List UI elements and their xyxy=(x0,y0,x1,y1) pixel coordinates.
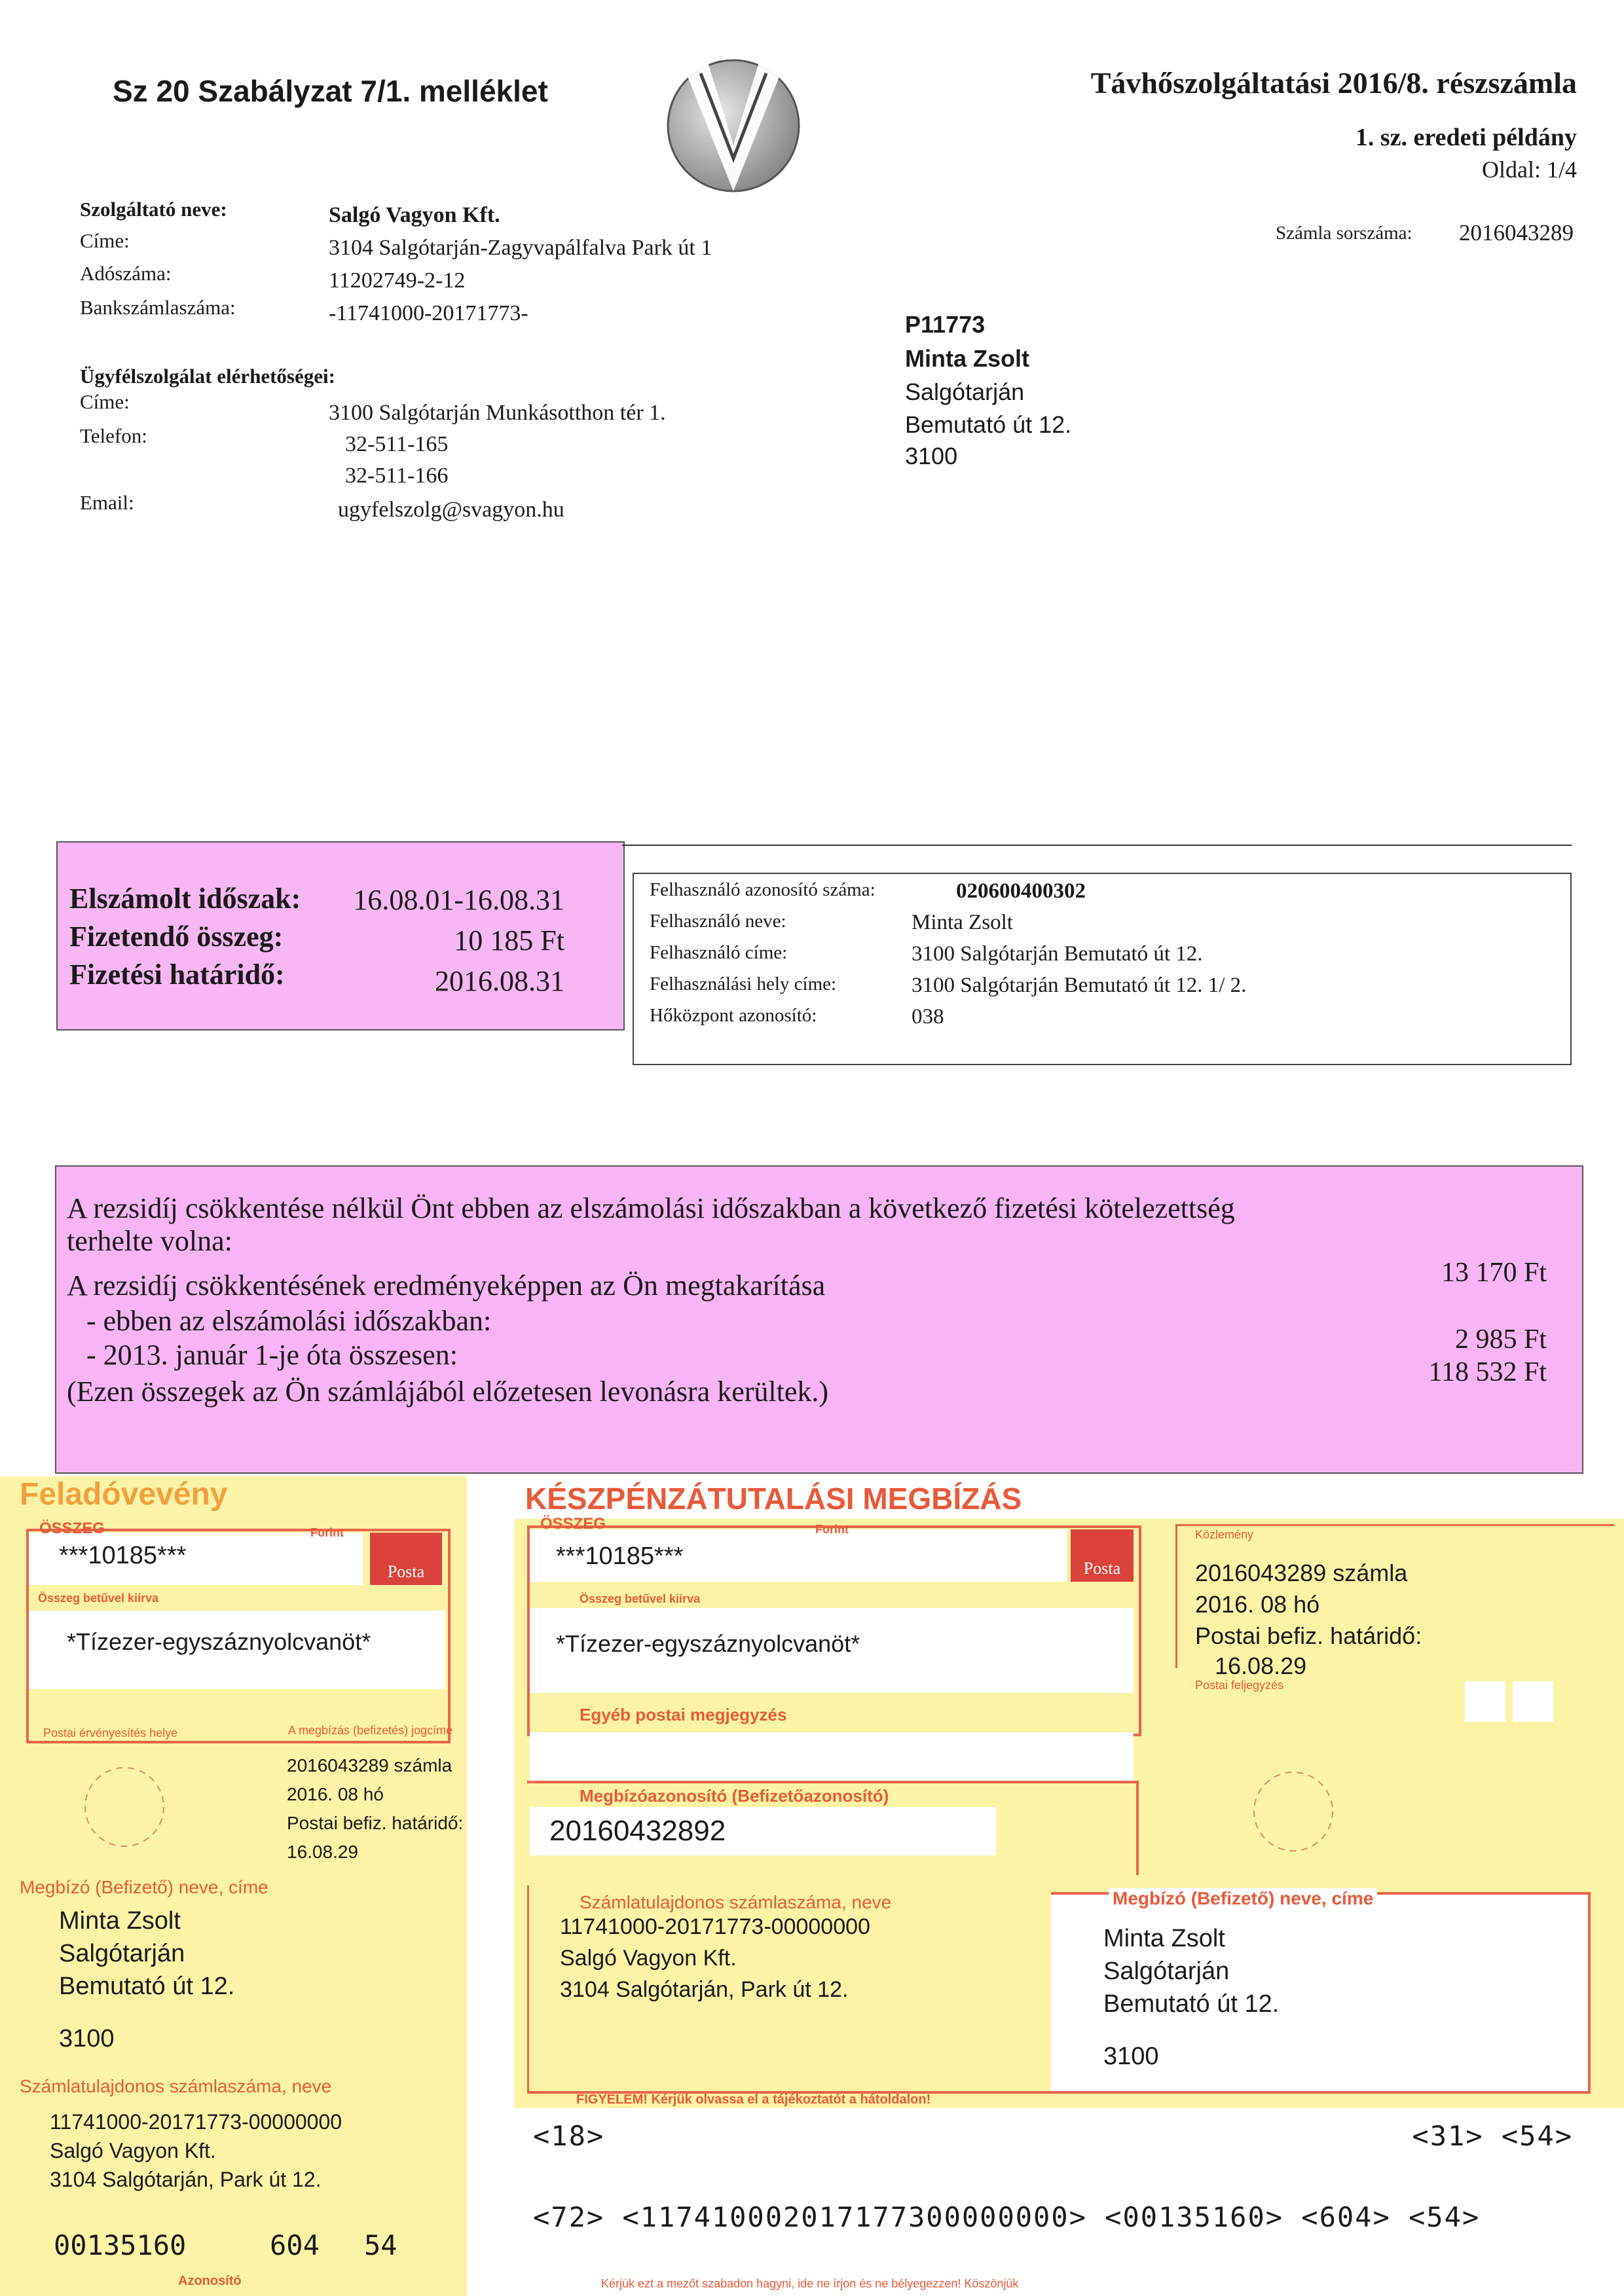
service-heading: Ügyfélszolgálat elérhetőségei: xyxy=(80,365,335,388)
provider-address: 3104 Salgótarján-Zagyvapálfalva Park út 1 xyxy=(329,236,712,260)
info-amount-3: 118 532 Ft xyxy=(1428,1357,1547,1387)
info-line-3: A rezsidíj csökkentésének eredményeképpen az Ön megtakarítása xyxy=(67,1269,826,1302)
notice-top-rule xyxy=(1175,1524,1614,1526)
period-value: 16.08.01-16.08.31 xyxy=(353,884,564,916)
receipt-id-label: Azonosító xyxy=(178,2274,242,2288)
order-other-label: Egyéb postai megjegyzés xyxy=(580,1705,787,1724)
order-title: KÉSZPÉNZÁTUTALÁSI MEGBÍZÁS xyxy=(525,1482,1022,1516)
order-posta-logo xyxy=(1071,1529,1134,1582)
copy-label: 1. sz. eredeti példány xyxy=(1355,124,1577,151)
order-payer-zip: 3100 xyxy=(1103,2043,1159,2070)
info-line-2: terhelte volna: xyxy=(67,1225,232,1257)
notice-left-rule xyxy=(1175,1524,1177,1668)
posta-logo-text: Posta xyxy=(387,1562,425,1581)
receipt-owner-address: 3104 Salgótarján, Park út 12. xyxy=(50,2168,322,2191)
receipt-note-2: 2016. 08 hó xyxy=(287,1784,384,1804)
provider-bank: -11741000-20171773- xyxy=(329,301,528,325)
validation-label: Postai érvényesítés helye xyxy=(43,1726,178,1740)
receipt-currency-label: Forint xyxy=(310,1526,344,1539)
order-amount: ***10185*** xyxy=(556,1542,684,1570)
order-payer-name: Minta Zsolt xyxy=(1103,1925,1225,1952)
receipt-note-3: Postai befiz. határidő: xyxy=(287,1813,464,1833)
receipt-title: Feladóvevény xyxy=(20,1477,228,1512)
receipt-payer-zip: 3100 xyxy=(59,2025,115,2052)
receipt-words: *Tízezer-egyszáznyolcvanöt* xyxy=(67,1628,371,1655)
amount-due-label: Fizetendő összeg: xyxy=(69,920,284,953)
receipt-code-1: 00135160 xyxy=(54,2229,187,2261)
service-phone-label: Telefon: xyxy=(80,424,147,447)
receipt-account-label: Számlatulajdonos számlaszáma, neve xyxy=(20,2076,332,2096)
order-amount-label: ÖSSZEG xyxy=(540,1515,606,1533)
recipient-street: Bemutató út 12. xyxy=(905,411,1072,438)
order-other-field[interactable] xyxy=(530,1732,1134,1781)
postal-receipt xyxy=(0,1476,467,2296)
order-check-box-1[interactable] xyxy=(1465,1681,1505,1722)
user-name-label: Felhasználó neve: xyxy=(650,911,786,932)
receipt-owner: Salgó Vagyon Kft. xyxy=(50,2139,216,2162)
invoice-title: Távhőszolgáltatási 2016/8. részszámla xyxy=(1090,66,1577,100)
document-reference: Sz 20 Szabályzat 7/1. melléklet xyxy=(113,74,548,108)
receipt-account: 11741000-20171773-00000000 xyxy=(50,2110,342,2134)
info-line-1: A rezsidíj csökkentése nélkül Önt ebben az elszámolási időszakban a következő fizetési kötelezettség xyxy=(67,1192,1235,1224)
receipt-amount: ***10185*** xyxy=(59,1542,187,1569)
order-notice-1: 2016043289 számla xyxy=(1195,1559,1408,1586)
amount-due-value: 10 185 Ft xyxy=(454,924,564,957)
order-account-label: Számlatulajdonos számlaszáma, neve xyxy=(580,1892,892,1912)
provider-bank-label: Bankszámlaszáma: xyxy=(80,296,236,319)
service-email: ugyfelszolg@svagyon.hu xyxy=(338,498,564,522)
user-box-divider xyxy=(622,845,1572,846)
order-notice-3: Postai befiz. határidő: xyxy=(1195,1622,1422,1649)
order-payer-city: Salgótarján xyxy=(1103,1958,1230,1985)
account-left-rule xyxy=(527,1886,529,2094)
receipt-payer-city: Salgótarján xyxy=(59,1940,185,1967)
user-address-label: Felhasználó címe: xyxy=(650,942,788,963)
order-stamp-circle-icon xyxy=(1247,1762,1339,1861)
receipt-payer-street: Bemutató út 12. xyxy=(59,1973,235,2000)
company-logo-icon xyxy=(661,47,805,204)
order-currency-label: Forint xyxy=(815,1523,849,1536)
receipt-payer-label: Megbízó (Befizető) neve, címe xyxy=(20,1877,268,1897)
receipt-note-4: 16.08.29 xyxy=(287,1842,358,1862)
provider-address-label: Címe: xyxy=(80,229,130,252)
order-words-label: Összeg betűvel kiírva xyxy=(580,1592,701,1605)
order-notice-2: 2016. 08 hó xyxy=(1195,1591,1320,1618)
ocr-line-1-left: <18> xyxy=(533,2120,605,2152)
order-warning: FIGYELEM! Kérjük olvassa el a tájékoztatót a hátoldalon! xyxy=(576,2092,931,2107)
recipient-zip: 3100 xyxy=(905,443,958,469)
user-id-label: Felhasználó azonosító száma: xyxy=(650,879,876,900)
user-id: 020600400302 xyxy=(956,879,1086,903)
recipient-name: Minta Zsolt xyxy=(905,345,1029,372)
order-ref-label: Megbízóazonosító (Befizetőazonosító) xyxy=(580,1786,889,1806)
heat-center-id: 038 xyxy=(912,1005,944,1029)
subsidy-info-box xyxy=(55,1165,1583,1474)
receipt-note-1: 2016043289 számla xyxy=(287,1755,452,1776)
order-owner: Salgó Vagyon Kft. xyxy=(560,1946,737,1971)
billing-summary-box xyxy=(56,841,625,1030)
user-site: 3100 Salgótarján Bemutató út 12. 1/ 2. xyxy=(912,974,1247,997)
page-label: Oldal: 1/4 xyxy=(1482,156,1577,183)
provider-name-label: Szolgáltató neve: xyxy=(80,198,227,221)
provider-tax-label: Adószáma: xyxy=(80,262,172,285)
provider-tax: 11202749-2-12 xyxy=(329,268,466,293)
provider-name: Salgó Vagyon Kft. xyxy=(329,203,500,227)
service-phone-2: 32-511-166 xyxy=(345,464,449,488)
service-email-label: Email: xyxy=(80,491,134,514)
heat-center-label: Hőközpont azonosító: xyxy=(650,1005,817,1026)
info-line-5: - 2013. január 1-je óta összesen: xyxy=(86,1339,458,1371)
order-ref: 20160432892 xyxy=(549,1815,726,1847)
ocr-line-1-right: <31> <54> xyxy=(1412,2120,1573,2152)
reason-label: A megbízás (befizetés) jogcíme xyxy=(288,1724,453,1737)
user-details-box xyxy=(633,873,1572,1065)
info-line-4: - ebben az elszámolási időszakban: xyxy=(86,1305,492,1337)
order-check-box-2[interactable] xyxy=(1513,1681,1553,1722)
service-address: 3100 Salgótarján Munkásotthon tér 1. xyxy=(329,401,666,425)
order-postal-note-label: Postai feljegyzés xyxy=(1195,1679,1284,1692)
posta-logo xyxy=(370,1533,442,1585)
order-posta-logo-text: Posta xyxy=(1083,1559,1121,1578)
recipient-code: P11773 xyxy=(905,311,986,338)
due-date-value: 2016.08.31 xyxy=(435,965,564,997)
receipt-amount-label: ÖSSZEG xyxy=(39,1520,105,1537)
info-amount-1: 13 170 Ft xyxy=(1441,1258,1547,1288)
order-words: *Tízezer-egyszáznyolcvanöt* xyxy=(556,1630,860,1657)
user-site-label: Felhasználási hely címe: xyxy=(650,974,837,994)
order-owner-address: 3104 Salgótarján, Park út 12. xyxy=(560,1977,849,2002)
validation-stamp-circle-icon xyxy=(79,1758,170,1856)
period-label: Elszámolt időszak: xyxy=(69,883,301,915)
order-account: 11741000-20171773-00000000 xyxy=(560,1914,870,1939)
due-date-label: Fizetési határidő: xyxy=(69,958,285,991)
receipt-code-3: 54 xyxy=(364,2229,397,2261)
order-payer-label: Megbízó (Befizető) neve, címe xyxy=(1109,1888,1377,1909)
user-name: Minta Zsolt xyxy=(912,911,1013,934)
receipt-words-label: Összeg betűvel kiírva xyxy=(38,1592,159,1605)
info-line-6: (Ezen összegek az Ön számlájából előzetesen levonásra kerültek.) xyxy=(67,1376,829,1408)
info-amount-2: 2 985 Ft xyxy=(1454,1324,1547,1355)
recipient-city: Salgótarján xyxy=(905,378,1025,405)
receipt-code-2: 604 xyxy=(270,2229,320,2261)
user-address: 3100 Salgótarján Bemutató út 12. xyxy=(912,942,1203,966)
order-notice-4: 16.08.29 xyxy=(1215,1652,1307,1679)
ocr-line-2: <72> <117410002017177300000000> <00135160> <604> <54> xyxy=(533,2201,1481,2233)
service-phone-1: 32-511-165 xyxy=(345,432,449,456)
order-payer-street: Bemutató út 12. xyxy=(1103,1990,1280,2018)
invoice-number: 2016043289 xyxy=(1459,220,1574,246)
order-footer-note: Kérjük ezt a mezőt szabadon hagyni, ide ne írjon és ne bélyegezzen! Köszönjük xyxy=(601,2277,1019,2290)
receipt-payer-name: Minta Zsolt xyxy=(59,1907,181,1935)
service-address-label: Címe: xyxy=(80,390,130,413)
cash-transfer-order xyxy=(514,1515,1624,2108)
invoice-number-label: Számla sorszáma: xyxy=(1276,223,1412,244)
order-notice-label: Közlemény xyxy=(1195,1528,1254,1541)
